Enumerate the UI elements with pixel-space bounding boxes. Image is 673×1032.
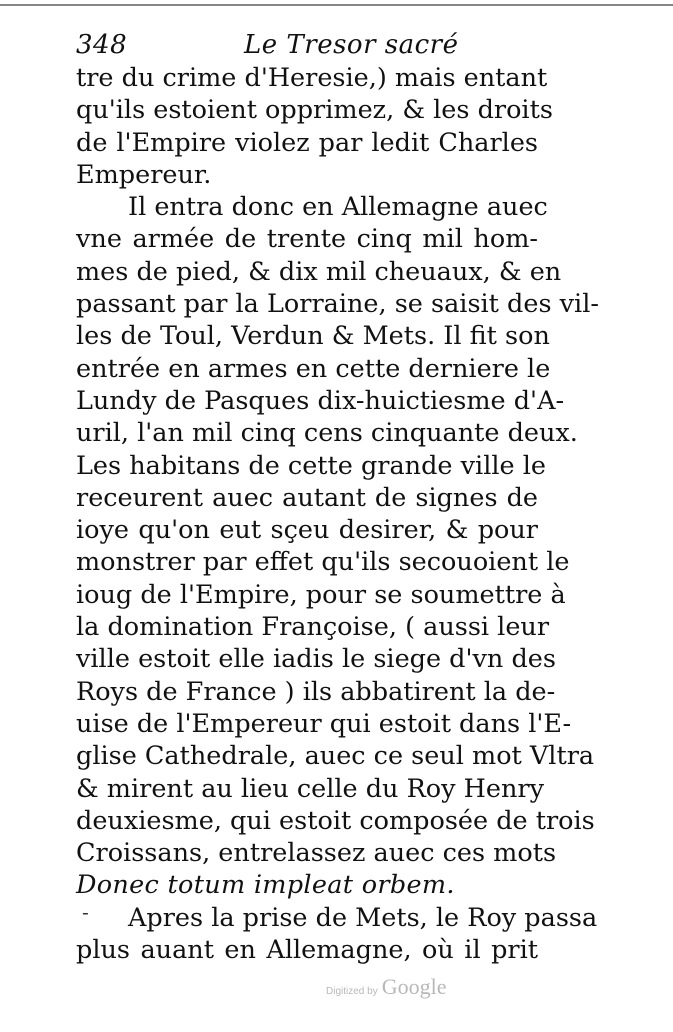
latin-motto-line: Donec totum impleat orbem. [76,870,455,901]
text-line: receurent auec autant de signes de [76,482,538,513]
text-line: ioug de l'Empire, pour se soumettre à [76,579,566,610]
text-line: & mirent au lieu celle du Roy Henry [76,773,545,804]
text-line: la domination Françoise, ( aussi leur [76,612,550,643]
text-line: Lundy de Pasques dix-huictiesme d'A- [76,385,565,416]
paragraph-start-line: Apres la prise de Mets, le Roy passa [128,902,598,933]
top-border-rule [0,4,673,6]
paragraph-start-line: Il entra donc en Allemagne auec [128,192,548,223]
text-line: deuxiesme, qui estoit composée de trois [76,805,595,836]
text-line: passant par la Lorraine, se saisit des vil- [76,289,599,320]
text-line: Empereur. [76,159,212,190]
text-line: mes de pied, & dix mil cheuaux, & en [76,256,562,287]
text-line: monstrer par effet qu'ils secouoient le [76,547,570,578]
text-line: Roys de France ) ils abbatirent la de- [76,676,556,707]
text-line: plus auant en Allemagne, où il prit [76,935,538,966]
watermark-digitized-label: Digitized by [326,986,378,997]
text-line: les de Toul, Verdun & Mets. Il fit son [76,321,550,352]
text-line: ioye qu'on eut sçeu desirer, & pour [76,515,538,546]
text-line: vne armée de trente cinq mil hom- [76,224,538,255]
digitization-watermark [326,974,446,1000]
body-text [76,62,599,966]
margin-dash-mark: - [82,900,89,924]
text-line: ville estoit elle iadis le siege d'vn des [76,644,556,675]
text-line: uise de l'Empereur qui estoit dans l'E- [76,708,572,739]
page-number: 348 [76,30,128,60]
text-line: uril, l'an mil cinq cens cinquante deux. [76,418,578,449]
text-line: entrée en armes en cette derniere le [76,353,551,384]
text-line: tre du crime d'Heresie,) mais entant [76,63,548,93]
text-line: Croissans, entrelassez auec ces mots [76,838,557,869]
text-line: qu'ils estoient opprimez, & les droits [76,95,553,126]
text-line: glise Cathedrale, auec ce seul mot Vltra [76,741,595,772]
google-logo: Google [381,974,447,999]
page-header [0,30,673,64]
text-line: Les habitans de cette grande ville le [76,450,546,481]
running-head: Le Tresor sacré [244,30,459,60]
text-line: de l'Empire violez par ledit Charles [76,127,538,158]
